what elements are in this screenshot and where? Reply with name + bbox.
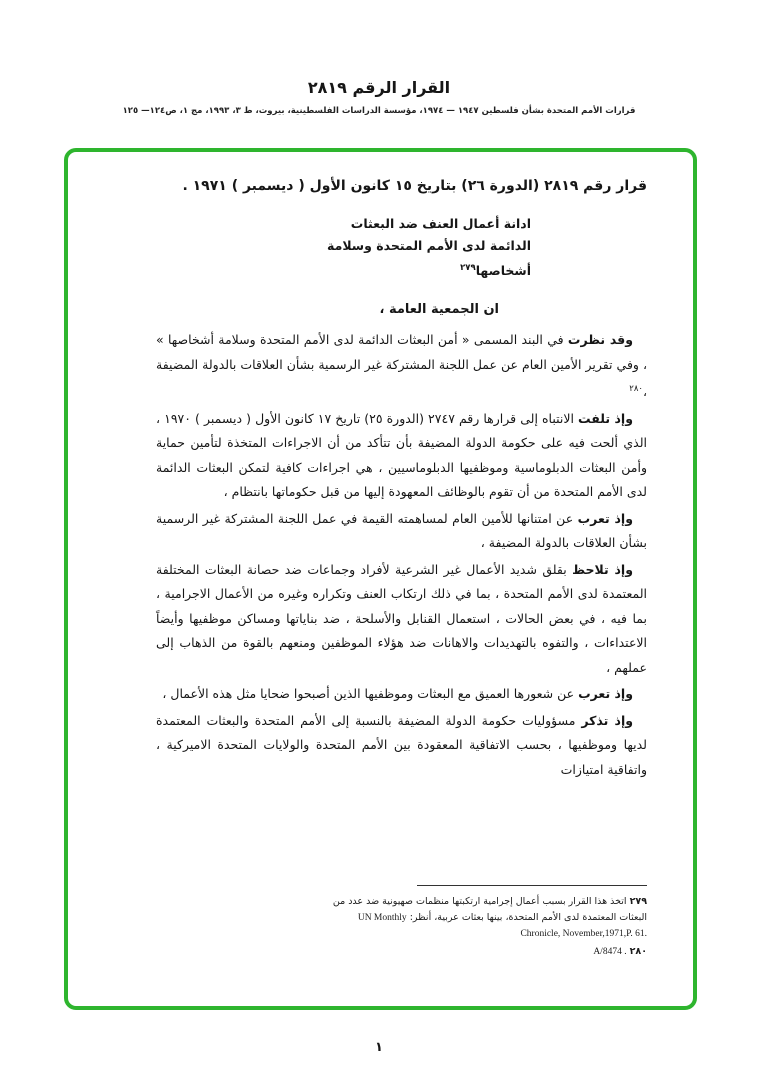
paragraph-6 bbox=[156, 709, 647, 783]
paragraph-lead: وإذ تلاحظ bbox=[572, 561, 633, 577]
paragraph-lead: وإذ تعرب bbox=[578, 686, 633, 702]
resolution-title: القرار الرقم ٢٨١٩ bbox=[307, 78, 451, 97]
paragraph-text: عن امتنانها للأمين العام لمساهمته القيمة في عمل اللجنة المشتركة غير الرسمية بشأن العلاقات بالدولة المضيفة ، bbox=[156, 510, 647, 551]
resolution-subtitle bbox=[156, 213, 531, 282]
footnote-number: ٢٨٠ bbox=[629, 946, 647, 957]
document-frame bbox=[64, 148, 697, 1010]
paragraph-lead: وقد نظرت bbox=[567, 332, 633, 348]
paragraph-text: بقلق شديد الأعمال غير الشرعية لأفراد وجماعات ضد حصانة البعثات المختلفة المعتمدة لدى الأمم المتحدة ، بما في ذلك ارتكاب العنف وتكراره وغيره من الأعمال الاجرامية ، بما فيه ، في بعض الحالات ، استعمال القنابل والأسلحة ، ضد بناياتها ومساكن موظفيها وأيضاً الاعتداءات ، والتفوه بالتهديدات والاهانات ضد هؤلاء الموظفين ومنعهم بالقوة من الذهاب إلى عملهم ، bbox=[156, 561, 647, 675]
subtitle-line-3 bbox=[156, 257, 531, 282]
resolution-body bbox=[156, 326, 647, 782]
footnote-280 bbox=[325, 944, 647, 960]
paragraph-3 bbox=[156, 507, 647, 556]
page-header bbox=[0, 78, 758, 116]
footnote-279 bbox=[325, 894, 647, 942]
footnotes-section bbox=[325, 885, 647, 962]
footnote-ref-279: ٢٧٩ bbox=[460, 263, 476, 273]
paragraph-5 bbox=[156, 682, 647, 707]
page-number: ١ bbox=[375, 1040, 383, 1055]
footnote-text: اتخذ هذا القرار بسبب أعمال إجرامية ارتكبتها منظمات صهيونية ضد عدد من البعثات المعتمدة لدى الأمم المتحدة، بينها بعثات عربية، أنظر: bbox=[332, 896, 647, 923]
paragraph-lead: وإذ تلفت bbox=[578, 410, 633, 426]
paragraph-text: الانتباه إلى قرارها رقم ٢٧٤٧ (الدورة ٢٥) تاريخ ١٧ كانون الأول ( ديسمبر ) ١٩٧٠ ، الذي ألحت فيه على حكومة الدولة المضيفة بأن تتأكد من أن الاجراءات المتخذة لتأمين حماية وأمن البعثات الدبلوماسية وموظفيها الدبلوماسيين ، هي اجراءات كافية لتمكن البعثات الدائمة لدى الأمم المتحدة من أن تقوم بالوظائف المعهودة إليها من قبل حكوماتها بانتظام ، bbox=[156, 410, 647, 500]
footnote-ref-280: ٢٨٠ bbox=[629, 384, 643, 395]
footnote-separator bbox=[417, 885, 647, 886]
paragraph-2 bbox=[156, 407, 647, 505]
paragraph-1 bbox=[156, 328, 647, 405]
paragraph-text: عن شعورها العميق مع البعثات وموظفيها الذين أصبحوا ضحايا مثل هذه الأعمال ، bbox=[162, 686, 575, 702]
paragraph-text: في البند المسمى « أمن البعثات الدائمة لدى الأمم المتحدة وسلامة أشخاصها » ، وفي تقرير الأمين العام عن عمل اللجنة المشتركة غير الرسمية بشأن العلاقات بالدولة المضيفة ، bbox=[156, 332, 647, 400]
footnote-number: ٢٧٩ bbox=[629, 896, 647, 907]
footnote-citation-latin: A/8474 . bbox=[593, 947, 627, 957]
source-citation: قرارات الأمم المتحدة بشأن فلسطين ١٩٤٧ — ١٩٧٤، مؤسسة الدراسات الفلسطينية، بيروت، ط ٣، ١٩٩٣، مج ١، ص١٢٤— ١٢٥ bbox=[122, 106, 636, 116]
opening-line: ان الجمعية العامة ، bbox=[379, 302, 499, 318]
subtitle-line-3-text: أشخاصها bbox=[475, 263, 531, 279]
paragraph-text: مسؤوليات حكومة الدولة المضيفة بالنسبة إلى الأمم المتحدة والبعثات المعتمدة لديها وموظفيها ، بحسب الاتفاقية المعقودة بين الأمم المتحدة والولايات المتحدة الاميركية ، واتفاقية امتيازات bbox=[156, 712, 647, 777]
paragraph-lead: وإذ تذكر bbox=[581, 712, 633, 728]
footnote-citation-latin: UN Monthly Chronicle, November,1971,P. 61. bbox=[357, 913, 647, 939]
subtitle-line-1: ادانة أعمال العنف ضد البعثات bbox=[350, 216, 531, 231]
resolution-heading: قرار رقم ٢٨١٩ (الدورة ٢٦) بتاريخ ١٥ كانون الأول ( ديسمبر ) ١٩٧١ . bbox=[182, 178, 647, 194]
subtitle-line-2: الدائمة لدى الأمم المتحدة وسلامة bbox=[327, 238, 531, 253]
paragraph-4 bbox=[156, 558, 647, 681]
paragraph-lead: وإذ تعرب bbox=[577, 510, 633, 526]
